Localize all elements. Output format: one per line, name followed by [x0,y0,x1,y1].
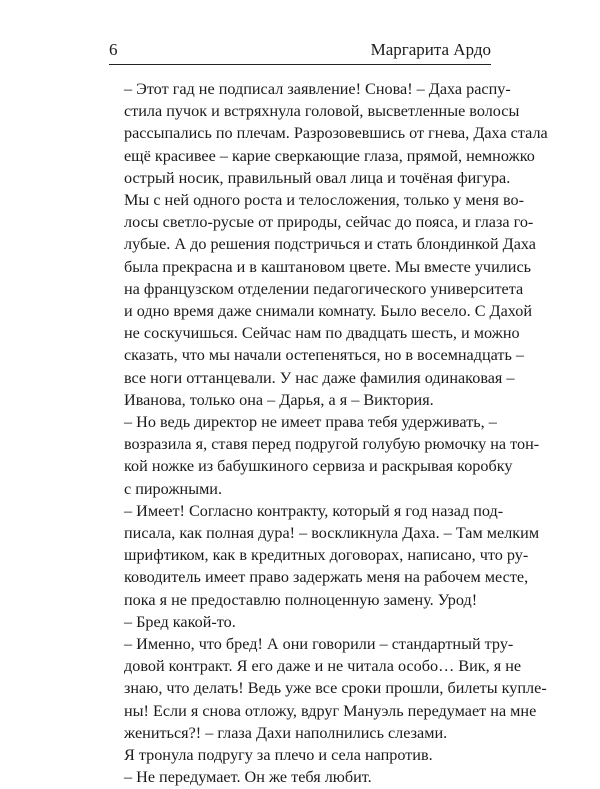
text-line: лосы светло-русые от природы, сейчас до пояса, и глаза го- [124,213,534,232]
paragraph [109,189,536,411]
text-line: с пирожными. [124,479,223,498]
text-line: – Этот гад не подписал заявление! Снова! – Даха распу- [124,80,511,98]
text-line: – Но ведь директор не имеет права тебя удерживать, – [124,413,497,432]
paragraph [109,633,547,744]
paragraph [109,78,548,189]
text-line: Мы с ней одного роста и телосложения, только у меня во- [124,191,525,210]
paragraph [109,411,540,500]
text-line: лубые. А до решения подстричься и стать блондинкой Даха [124,235,536,254]
text-line: – Бред какой-то. [124,612,236,631]
text-line: рассыпались по плечам. Разрозовевшись от гнева, Даха стала [124,124,548,143]
text-line: ководитель имеет право задержать меня на рабочем месте, [124,568,529,587]
text-line: на французском отделении педагогического университета [124,279,524,298]
text-line: кой ножке из бабушкиного сервиза и раскрывая коробку [124,457,513,476]
page-header [109,40,491,65]
page-number: 6 [109,40,118,59]
text-line: все ноги оттанцевали. У нас даже фамилия одинаковая – [124,368,515,387]
text-line: острый носик, правильный овал лица и точёная фигура. [124,168,511,187]
text-line: шрифтиком, как в кредитных договорах, написано, что ру- [124,546,529,565]
text-line: и одно время даже снимали комнату. Было весело. С Дахой [124,302,533,321]
text-line: Иванова, только она – Дарья, а я – Виктория. [124,390,434,409]
text-line: возразила я, ставя перед подругой голубую рюмочку на тон- [124,435,540,454]
text-line: ещё красивее – карие сверкающие глаза, прямой, немножко [124,146,535,165]
text-line: Я тронула подругу за плечо и села напротив. [124,746,433,765]
paragraph [109,744,491,766]
text-line: писала, как полная дура! – воскликнула Даха. – Там мелким [124,524,540,543]
text-line: сказать, что мы начали остепеняться, но в восемнадцать – [124,346,524,365]
paragraph [109,766,491,788]
text-line: пока я не предоставлю полноценную замену. Урод! [124,590,478,609]
paragraph [109,611,491,633]
text-line: не соскучишься. Сейчас нам по двадцать шесть, и можно [124,324,520,343]
running-head: Маргарита Ардо [370,40,491,59]
text-line: жениться?! – глаза Дахи наполнились слезами. [124,723,448,742]
paragraph [109,500,540,611]
text-line: довой контракт. Я его даже и не читала особо… Вик, я не [124,657,522,676]
body-text [109,78,548,789]
text-line: – Имеет! Согласно контракту, который я год назад под- [124,501,504,520]
text-line: – Не передумает. Он же тебя любит. [124,768,372,787]
text-line: знаю, что делать! Ведь уже все сроки прошли, билеты купле- [124,679,547,698]
text-line: стила пучок и встряхнула головой, высветленные волосы [124,102,520,121]
text-line: – Именно, что бред! А они говорили – стандартный тру- [124,635,514,654]
text-line: ны! Если я снова отложу, вдруг Мануэль передумает на мне [124,701,537,720]
text-line: была прекрасна и в каштановом цвете. Мы вместе учились [124,257,532,276]
